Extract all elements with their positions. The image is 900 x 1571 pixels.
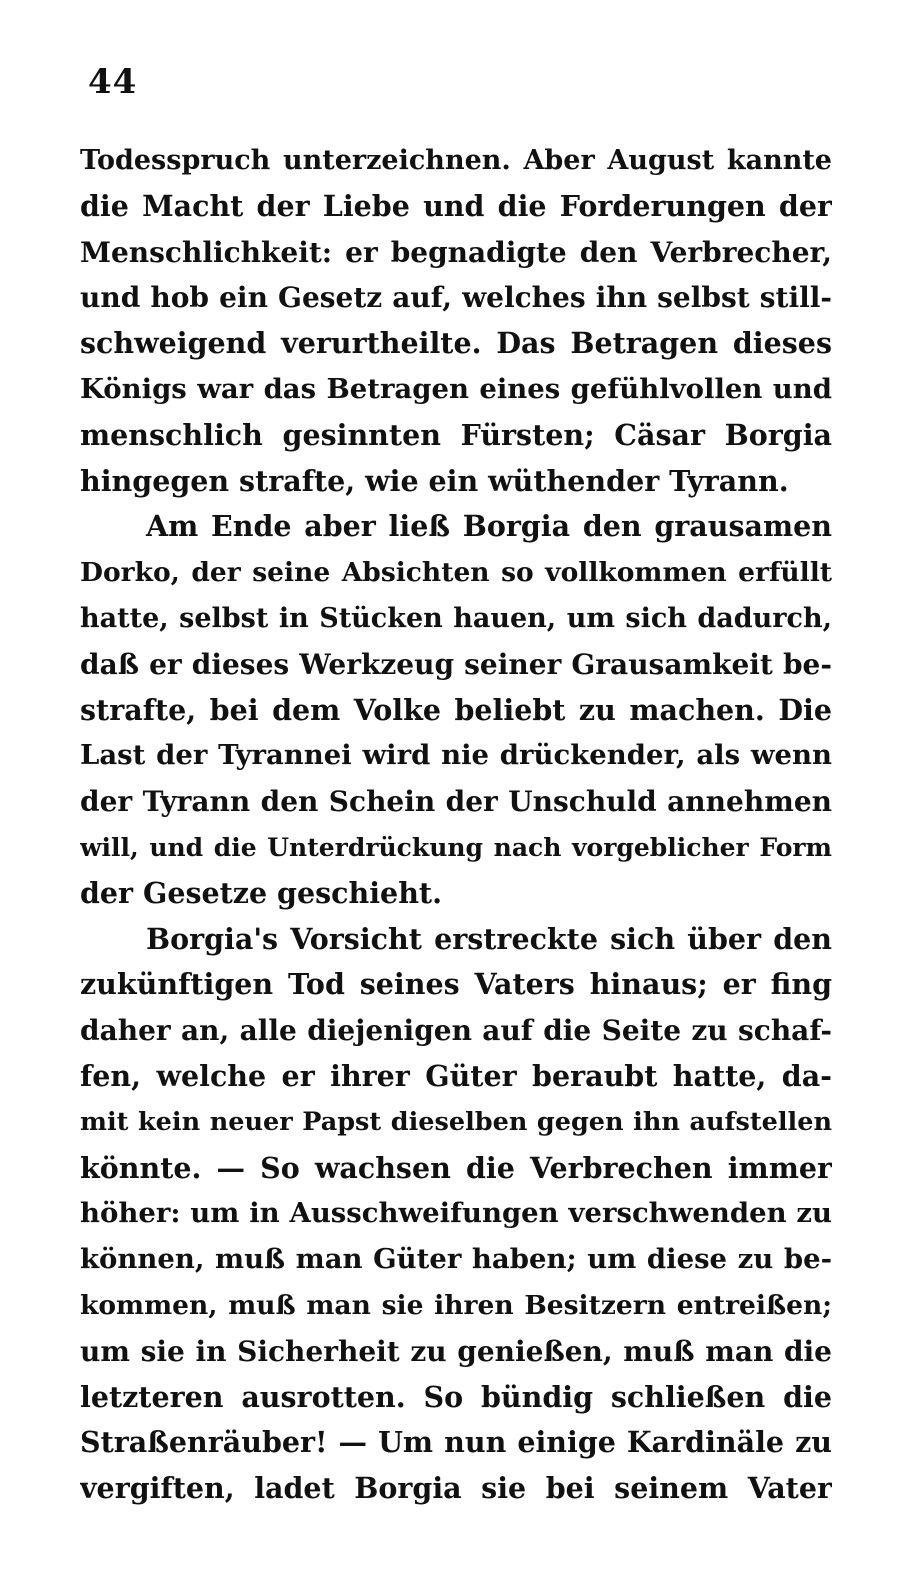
paragraph-2 <box>80 504 832 916</box>
text-line: höher: um in Ausschweifungen verschwenden zu <box>80 1197 832 1230</box>
text-line: mit kein neuer Papst dieselben gegen ihn aufstellen <box>80 1106 832 1137</box>
text-line: zukünftigen Tod seines Vaters hinaus; er fing <box>80 967 832 1002</box>
text-line: könnte. — So wachsen die Verbrechen immer <box>80 1150 832 1185</box>
text-line: Straßenräuber! — Um nun einige Kardinäle zu <box>80 1425 832 1460</box>
text-line: hingegen strafte, wie ein wüthender Tyrann. <box>80 463 789 498</box>
text-line: Todesspruch unterzeichnen. Aber August kannte <box>80 145 832 176</box>
text-line: die Macht der Liebe und die Forderungen der <box>80 188 832 223</box>
text-line: können, muß man Güter haben; um diese zu be- <box>80 1243 832 1276</box>
text-line: letzteren ausrotten. So bündig schließen die <box>80 1379 832 1414</box>
text-line: der Tyrann den Schein der Unschuld annehmen <box>80 785 832 819</box>
text-line: menschlich gesinnten Fürsten; Cäsar Borgia <box>80 417 832 452</box>
text-line: hatte, selbst in Stücken hauen, um sich dadurch, <box>80 602 832 634</box>
text-line: vergiften, ladet Borgia sie bei seinem Vater <box>80 1471 832 1506</box>
text-line: daß er dieses Werkzeug seiner Grausamkeit be- <box>80 647 832 681</box>
text-line: und hob ein Gesetz auf, welches ihn selbst still- <box>80 281 832 315</box>
text-line: will, und die Unterdrückung nach vorgeblicher Form <box>80 832 832 862</box>
paragraph-3 <box>80 917 832 1512</box>
text-line: Dorko, der seine Absichten so vollkommen erfüllt <box>80 557 832 589</box>
text-line: Last der Tyrannei wird nie drückender, als wenn <box>80 739 832 772</box>
text-line: um sie in Sicherheit zu genießen, muß man die <box>80 1334 832 1368</box>
text-line: Borgia's Vorsicht erstreckte sich über den <box>146 921 832 956</box>
paragraph-1 <box>80 138 832 504</box>
text-line: Menschlichkeit: er begnadigte den Verbrecher, <box>80 235 832 269</box>
text-line: fen, welche er ihrer Güter beraubt hatte, da- <box>80 1058 832 1093</box>
body-text <box>80 138 832 1512</box>
text-line: schweigend verurtheilte. Das Betragen dieses <box>80 326 832 361</box>
text-line: daher an, alle diejenigen auf die Seite zu schaf- <box>80 1014 832 1048</box>
text-line: der Gesetze geschieht. <box>80 875 442 910</box>
text-line: Am Ende aber ließ Borgia den grausamen <box>146 509 832 544</box>
text-line: Königs war das Betragen eines gefühlvollen und <box>80 372 832 405</box>
page-number: 44 <box>88 62 138 102</box>
text-line: strafte, bei dem Volke beliebt zu machen. Die <box>80 692 832 727</box>
text-line: kommen, muß man sie ihren Besitzern entreißen; <box>80 1289 832 1321</box>
